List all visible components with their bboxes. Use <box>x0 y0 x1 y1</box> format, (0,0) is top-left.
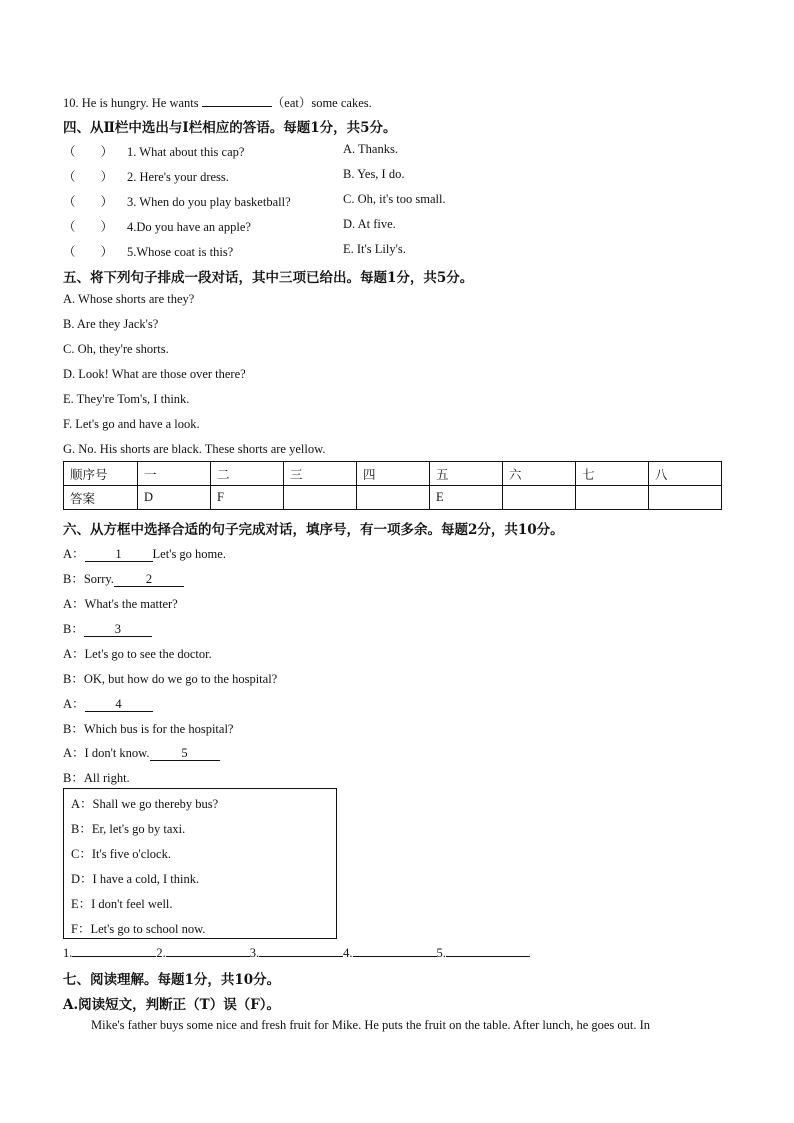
section-7-title: 七、阅读理解。每题1分，共10分。 <box>63 972 281 988</box>
answer-blank[interactable] <box>446 943 530 957</box>
dialogue-line: A：What's the matter? <box>63 597 178 611</box>
matching-question: （ ） 5.Whose coat is this? <box>63 242 233 260</box>
section-6-title: 六、从方框中选择合适的句子完成对话，填序号，有一项多余。每题2分，共10分。 <box>63 522 564 538</box>
dialogue-sentence: B. Are they Jack's? <box>63 317 159 331</box>
matching-question: （ ） 1. What about this cap? <box>63 142 244 160</box>
dialogue-sentence: G. No. His shorts are black. These shorts are yellow. <box>63 442 326 456</box>
option-item: F：Let's go to school now. <box>71 922 206 936</box>
options-box <box>63 788 337 939</box>
dialogue-line: B：Which bus is for the hospital? <box>63 722 234 736</box>
order-answer-row <box>64 486 722 510</box>
order-answer-cell[interactable]: F <box>211 486 284 510</box>
dialogue-blank[interactable]: 2 <box>114 572 184 587</box>
answer-blank[interactable] <box>202 92 272 107</box>
dialogue-line: A：I don't know. 5 <box>63 743 220 761</box>
dialogue-sentence: E. They're Tom's, I think. <box>63 392 190 406</box>
answer-paren[interactable]: （ ） <box>63 195 114 209</box>
answer-paren[interactable]: （ ） <box>63 145 114 159</box>
order-cell: 一 <box>138 462 211 486</box>
order-cell: 七 <box>576 462 649 486</box>
matching-answer: D. At five. <box>343 217 396 231</box>
dialogue-line: B：Sorry. 2 <box>63 569 184 587</box>
dialogue-line: B：All right. <box>63 771 130 785</box>
order-table <box>63 461 722 510</box>
order-answer-cell[interactable]: E <box>430 486 503 510</box>
order-answer-cell[interactable]: D <box>138 486 211 510</box>
answer-paren[interactable]: （ ） <box>63 170 114 184</box>
section-5-title: 五、将下列句子排成一段对话，其中三项已给出。每题1分，共5分。 <box>63 270 474 286</box>
option-item: C：It's five o'clock. <box>71 847 171 861</box>
matching-question: （ ） 3. When do you play basketball? <box>63 192 291 210</box>
dialogue-line: A：Let's go to see the doctor. <box>63 647 212 661</box>
matching-question: （ ） 4.Do you have an apple? <box>63 217 251 235</box>
answer-blank[interactable] <box>259 943 343 957</box>
dialogue-line: A： 4 <box>63 694 153 712</box>
answer-blank[interactable] <box>72 943 156 957</box>
dialogue-sentence: C. Oh, they're shorts. <box>63 342 169 356</box>
order-cell: 三 <box>284 462 357 486</box>
dialogue-line: A： 1 Let's go home. <box>63 547 226 561</box>
order-header-label: 顺序号 <box>64 462 138 486</box>
answer-blank[interactable] <box>166 943 250 957</box>
option-item: D：I have a cold, I think. <box>71 872 200 886</box>
order-cell: 二 <box>211 462 284 486</box>
order-cell: 四 <box>357 462 430 486</box>
order-answer-cell[interactable] <box>284 486 357 510</box>
dialogue-blank[interactable]: 1 <box>85 547 153 562</box>
dialogue-line: B：OK, but how do we go to the hospital? <box>63 672 278 686</box>
option-item: E：I don't feel well. <box>71 897 173 911</box>
order-answer-cell[interactable] <box>503 486 576 510</box>
dialogue-sentence: D. Look! What are those over there? <box>63 367 246 381</box>
order-answer-label: 答案 <box>64 486 138 510</box>
answer-paren[interactable]: （ ） <box>63 245 114 259</box>
order-cell: 五 <box>430 462 503 486</box>
option-item: B：Er, let's go by taxi. <box>71 822 186 836</box>
answer-paren[interactable]: （ ） <box>63 220 114 234</box>
dialogue-line: B： 3 <box>63 619 152 637</box>
matching-answer: E. It's Lily's. <box>343 242 406 256</box>
matching-answer: A. Thanks. <box>343 142 398 156</box>
order-header-row <box>64 462 722 486</box>
order-answer-cell[interactable] <box>576 486 649 510</box>
order-cell: 六 <box>503 462 576 486</box>
matching-question: （ ） 2. Here's your dress. <box>63 167 229 185</box>
matching-answer: B. Yes, I do. <box>343 167 405 181</box>
question-10: 10. He is hungry. He wants （eat）some cakes. <box>63 92 372 111</box>
order-cell: 八 <box>649 462 722 486</box>
section-7-subtitle: A.阅读短文，判断正（T）误（F）。 <box>63 997 281 1013</box>
order-answer-cell[interactable] <box>357 486 430 510</box>
dialogue-sentence: A. Whose shorts are they? <box>63 292 195 306</box>
matching-answer: C. Oh, it's too small. <box>343 192 446 206</box>
order-answer-cell[interactable] <box>649 486 722 510</box>
answer-line: 1. 2. 3. 4. 5. <box>63 943 530 961</box>
dialogue-blank[interactable]: 5 <box>150 746 220 761</box>
dialogue-blank[interactable]: 4 <box>85 697 153 712</box>
reading-paragraph: Mike's father buys some nice and fresh fruit for Mike. He puts the fruit on the table. After lunch, he goes out. In <box>91 1018 651 1032</box>
option-item: A：Shall we go thereby bus? <box>71 797 219 811</box>
section-4-title: 四、从Ⅱ栏中选出与Ⅰ栏相应的答语。每题1分，共5分。 <box>63 120 397 136</box>
dialogue-blank[interactable]: 3 <box>84 622 152 637</box>
answer-blank[interactable] <box>353 943 437 957</box>
dialogue-sentence: F. Let's go and have a look. <box>63 417 200 431</box>
